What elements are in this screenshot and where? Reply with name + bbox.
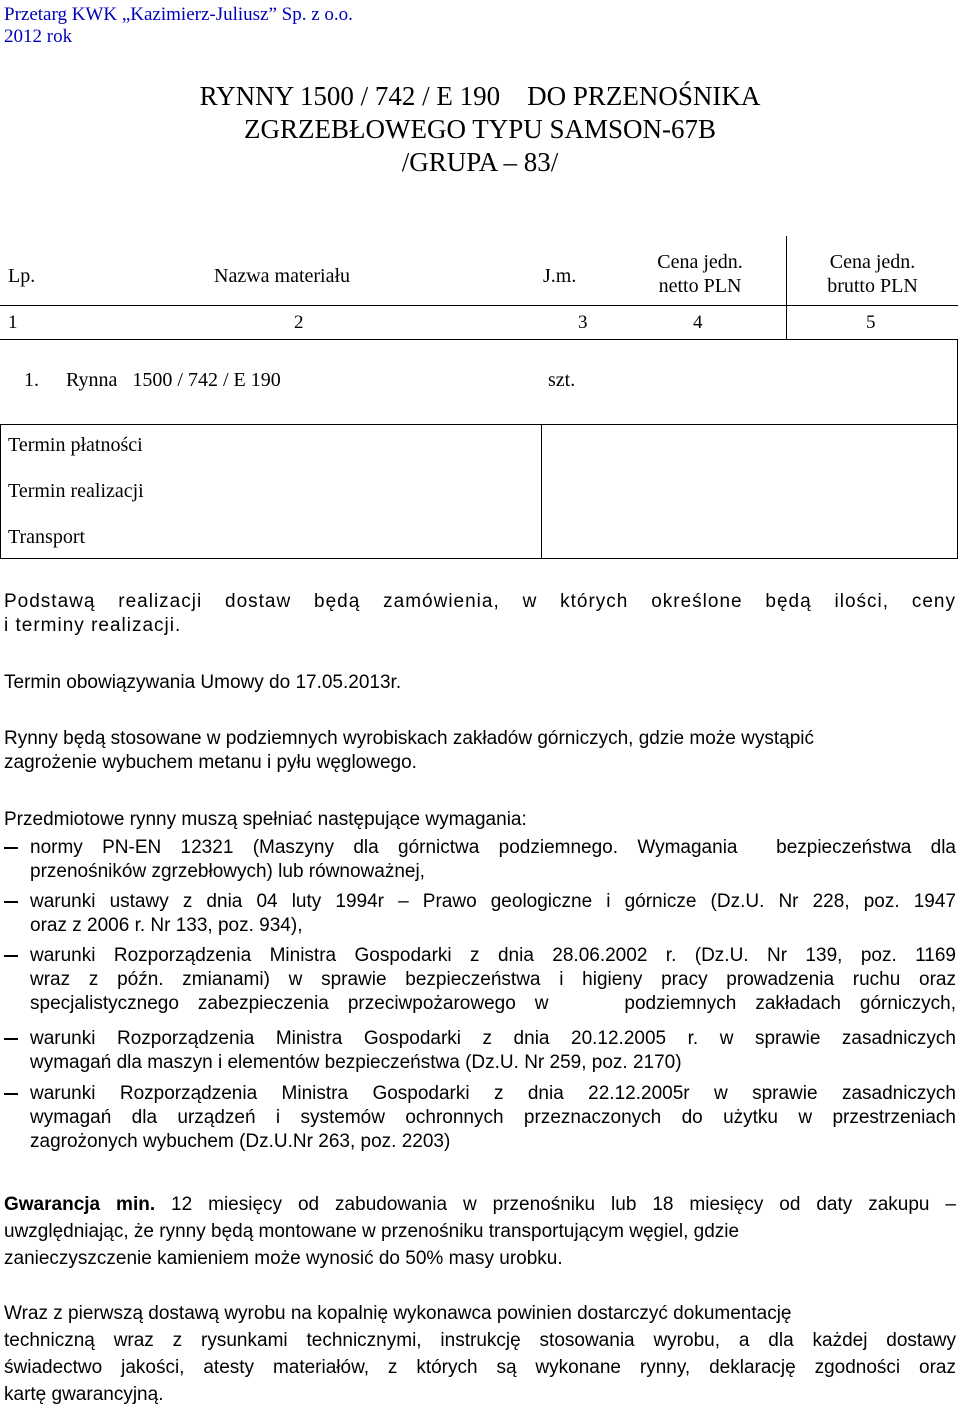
requirement-text: specjalistycznego zabezpieczenia przeciwpożarowego w podziemnych zakładach górniczych, [30, 993, 956, 1014]
header-netto-price [620, 250, 780, 298]
dash-bullet-icon [4, 1093, 18, 1095]
paragraph-usage-line-2: zagrożenie wybuchem metanu i pyłu węglowego. [4, 752, 417, 773]
paragraph-documentation-line-3: świadectwo jakości, atesty materiałów, z których są wykonane rynny, deklarację zgodności oraz [4, 1357, 956, 1378]
table-divider [541, 424, 542, 558]
title-line-2: ZGRZEBŁOWEGO TYPU SAMSON-67B [243, 114, 716, 144]
paragraph-documentation-line-2: techniczną wraz z rysunkami technicznymi, instrukcję stosowania wyrobu, a dla każdej dostawy [4, 1330, 956, 1351]
paragraph-basis-line-2: i terminy realizacji. [4, 615, 182, 636]
requirement-text: normy PN-EN 12321 (Maszyny dla górnictwa podziemnego. Wymagania bezpieczeństwa dla [30, 837, 956, 858]
paragraph-warranty-line-2: uwzględniając, że rynny będą montowane w przenośniku transportującym węgiel, gdzie [4, 1221, 740, 1242]
warranty-text: 12 miesięcy od zabudowania w przenośniku lub 18 miesięcy od daty zakupu – [155, 1194, 956, 1215]
title-line-1: RYNNY 1500 / 742 / E 190 DO PRZENOŚNIKA [199, 81, 761, 111]
table-rule [0, 424, 958, 425]
requirement-item [4, 944, 956, 1016]
header-netto-line-1: Cena jedn. [657, 251, 743, 273]
column-number: 5 [866, 312, 876, 333]
requirement-item [4, 890, 956, 938]
header-brutto-line-2: brutto PLN [827, 275, 918, 297]
column-number: 4 [693, 312, 703, 333]
dash-bullet-icon [4, 955, 18, 957]
paragraph-documentation-line-1: Wraz z pierwszą dostawą wyrobu na kopalnię wykonawca powinien dostarczyć dokumentację [4, 1303, 792, 1324]
requirement-text: warunki Rozporządzenia Ministra Gospodarki z dnia 20.12.2005 r. w sprawie zasadniczych [30, 1028, 956, 1049]
requirement-text: warunki Rozporządzenia Ministra Gospodarki z dnia 28.06.2002 r. (Dz.U. Nr 139, poz. 1169 [30, 945, 956, 966]
document-title [0, 80, 960, 179]
requirement-item [4, 1082, 956, 1154]
header-brutto-price [790, 250, 955, 298]
header-year: 2012 rok [4, 26, 73, 47]
requirement-text: przenośników zgrzebłowych) lub równoważnej, [30, 861, 425, 882]
requirement-text: wymagań dla maszyn i elementów bezpieczeństwa (Dz.U. Nr 259, poz. 2170) [30, 1052, 682, 1073]
column-number: 3 [578, 312, 588, 333]
header-material-name: Nazwa materiału [214, 265, 351, 287]
paragraph-documentation-line-4: kartę gwarancyjną. [4, 1384, 164, 1405]
dash-bullet-icon [4, 901, 18, 903]
header-unit: J.m. [543, 265, 577, 287]
table-rule [0, 339, 958, 340]
header-netto-line-2: netto PLN [658, 275, 742, 297]
requirement-item [4, 836, 956, 884]
term-realization: Termin realizacji [8, 480, 144, 502]
requirement-text: wraz z późn. zmianami) w sprawie bezpieczeństwa i higieny pracy prowadzenia ruchu oraz [30, 969, 956, 990]
table-border [0, 424, 1, 558]
table-rule [0, 558, 958, 559]
term-transport: Transport [8, 526, 86, 548]
requirement-text: zagrożonych wybuchem (Dz.U.Nr 263, poz. 2203) [30, 1131, 451, 1152]
requirement-text: wymagań dla urządzeń i systemów ochronnych przeznaczonych do użytku w przestrzeniach [30, 1107, 956, 1128]
requirement-item [4, 1027, 956, 1075]
document-header [4, 4, 353, 48]
paragraph-warranty-line-1 [4, 1193, 956, 1217]
row-unit: szt. [548, 369, 576, 391]
table-divider [786, 236, 787, 339]
paragraph-basis-line-1: Podstawą realizacji dostaw będą zamówienia, w których określone będą ilości, ceny [4, 591, 956, 612]
requirement-text: warunki ustawy z dnia 04 luty 1994r – Prawo geologiczne i górnicze (Dz.U. Nr 228, poz. 1947 [30, 891, 956, 912]
column-number: 1 [8, 312, 18, 333]
column-number: 2 [294, 312, 304, 333]
row-lp: 1. [24, 369, 39, 391]
requirement-text: warunki Rozporządzenia Ministra Gospodarki z dnia 22.12.2005r w sprawie zasadniczych [30, 1083, 956, 1104]
paragraph-usage-line-1: Rynny będą stosowane w podziemnych wyrobiskach zakładów górniczych, gdzie może wystąpić [4, 728, 814, 749]
header-tender-name: Przetarg KWK „Kazimierz-Juliusz” Sp. z o.o. [4, 4, 353, 25]
row-material-name: Rynna 1500 / 742 / E 190 [66, 369, 281, 391]
term-payment: Termin płatności [8, 434, 143, 456]
paragraph-requirements-intro: Przedmiotowe rynny muszą spełniać następujące wymagania: [4, 809, 527, 830]
paragraph-warranty-line-3: zanieczyszczenie kamieniem może wynosić do 50% masy urobku. [4, 1248, 563, 1269]
header-brutto-line-1: Cena jedn. [829, 251, 916, 273]
dash-bullet-icon [4, 847, 18, 849]
warranty-label: Gwarancja min. [4, 1194, 156, 1215]
table-border [957, 339, 958, 558]
title-line-3: /GRUPA – 83/ [401, 147, 559, 177]
header-lp: Lp. [8, 265, 36, 287]
table-rule [0, 305, 958, 306]
requirement-text: oraz z 2006 r. Nr 133, poz. 934), [30, 915, 303, 936]
paragraph-validity: Termin obowiązywania Umowy do 17.05.2013r. [4, 672, 402, 693]
dash-bullet-icon [4, 1038, 18, 1040]
